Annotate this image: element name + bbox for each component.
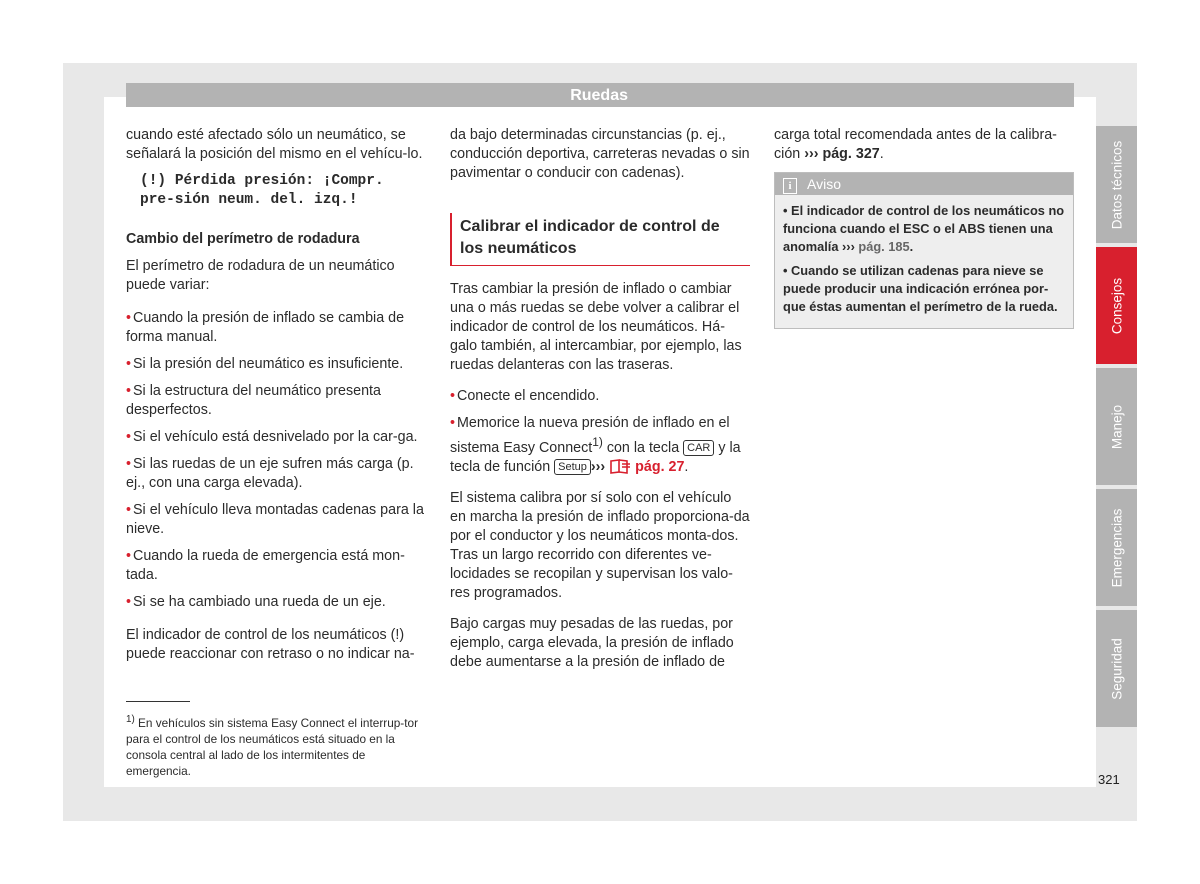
page-reference-link[interactable]: pág. 27 [635, 458, 685, 475]
list-item: • Si la estructura del neumático presenta desperfectos. [126, 383, 381, 418]
paragraph: El perímetro de rodadura de un neumático puede variar: [126, 258, 395, 293]
bullet-icon: • [126, 310, 132, 326]
column-1 [126, 126, 424, 672]
page-reference-link[interactable]: pág. 327 [822, 146, 880, 162]
tire-pressure-warning-icon: (!) [140, 173, 167, 189]
footnote [126, 712, 424, 779]
section-header: Ruedas [126, 83, 1074, 107]
arrow-icon: ››› [804, 146, 819, 162]
bullet-icon: • [450, 388, 456, 404]
note-header [775, 173, 1073, 195]
tab-consejos[interactable]: Consejos [1096, 247, 1137, 364]
note-item: • Cuando se utilizan cadenas para nieve se puede producir una indicación errónea por-que éstas aumentan el perímetro de la rueda. [783, 263, 1058, 314]
section-heading: Calibrar el indicador de control de los neumáticos [450, 213, 750, 266]
tab-datos-tecnicos[interactable]: Datos técnicos [1096, 126, 1137, 243]
column-3 [774, 126, 1074, 329]
bullet-icon: • [126, 356, 132, 372]
subheading: Cambio del perímetro de rodadura [126, 231, 360, 247]
footnote-mark: 1) [126, 714, 135, 725]
tab-seguridad[interactable]: Seguridad [1096, 610, 1137, 727]
bullet-icon: • [126, 502, 132, 518]
footnote-rule [126, 701, 190, 702]
page-reference-link[interactable]: pág. 185 [858, 239, 910, 254]
bullet-icon: • [126, 594, 132, 610]
list-item: • Si el vehículo lleva montadas cadenas para la nieve. [126, 502, 424, 537]
paragraph: cuando esté afectado sólo un neumático, se señalará la posición del mismo en el vehícu-lo. [126, 127, 423, 162]
list-item: • Conecte el encendido. [450, 388, 600, 404]
list-item: • Cuando la presión de inflado se cambia de forma manual. [126, 310, 405, 345]
footnote-text: En vehículos sin sistema Easy Connect el interrup-tor para el control de los neumáticos está situado en la consola central al lado de los intermitentes de emergencia. [126, 715, 419, 778]
note-item: • El indicador de control de los neumáticos no funciona cuando el ESC o el ABS tienen una anomalía ››› pág. 185. [783, 203, 1065, 254]
bullet-icon: • [450, 415, 456, 431]
paragraph: Tras cambiar la presión de inflado o cambiar una o más ruedas se debe volver a calibrar el indicador de control de los neumáticos. Há-galo también, al intercambiar, por ejemplo, las ruedas delanteras con las traseras. [450, 281, 742, 373]
car-key-icon: CAR [683, 440, 714, 456]
setup-key-icon: Setup [554, 459, 591, 475]
list-item: • Cuando la rueda de emergencia está mon-tada. [126, 548, 405, 583]
note-title: Aviso [807, 176, 841, 192]
footnote-ref: 1) [592, 435, 603, 449]
list-item: • Memorice la nueva presión de inflado en el sistema Easy Connect$^{1)}$ con la tecla CAR y la tecla de función Setup ››› pág. 27. [450, 415, 741, 475]
tab-manejo[interactable]: Manejo [1096, 368, 1137, 485]
list-item: • Si la presión del neumático es insuficiente. [126, 356, 404, 372]
column-2 [450, 126, 750, 680]
arrow-icon: ››› [590, 458, 606, 475]
paragraph: da bajo determinadas circunstancias (p. ej., conducción deportiva, carreteras nevadas o sin pavimentar o conducir con cadenas). [450, 127, 750, 181]
display-message [140, 172, 424, 210]
paragraph: carga total recomendada antes de la calibra-ción ››› pág. 327. [774, 127, 1057, 162]
display-message-text: Pérdida presión: ¡Compr. pre-sión neum. del. izq.! [140, 173, 384, 208]
page-number: 321 [1098, 772, 1120, 787]
paragraph: El indicador de control de los neumáticos (!) puede reaccionar con retraso o no indicar na- [126, 627, 415, 662]
bullet-icon: • [126, 429, 132, 445]
list-item: • Si se ha cambiado una rueda de un eje. [126, 594, 386, 610]
book-reference-icon [609, 458, 631, 474]
list-item: • Si el vehículo está desnivelado por la car-ga. [126, 429, 418, 445]
tab-emergencias[interactable]: Emergencias [1096, 489, 1137, 606]
arrow-icon: ››› [842, 239, 855, 254]
bullet-icon: • [126, 548, 132, 564]
tire-pressure-warning-icon: (!) [390, 627, 405, 643]
paragraph: Bajo cargas muy pesadas de las ruedas, por ejemplo, carga elevada, la presión de inflado debe aumentarse a la presión de inflado de [450, 615, 734, 670]
note-box [774, 172, 1074, 329]
bullet-icon: • [126, 456, 132, 472]
info-icon: i [783, 178, 797, 194]
note-body [775, 195, 1073, 328]
list-item: • Si las ruedas de un eje sufren más carga (p. ej., con una carga elevada). [126, 456, 414, 491]
bullet-icon: • [126, 383, 132, 399]
paragraph: El sistema calibra por sí solo con el vehículo en marcha la presión de inflado proporciona-da por el conductor y los neumáticos monta-dos. Tras un largo recorrido con diferentes ve-locidades se recopilan y supervisan los valo-res programados. [450, 489, 750, 601]
